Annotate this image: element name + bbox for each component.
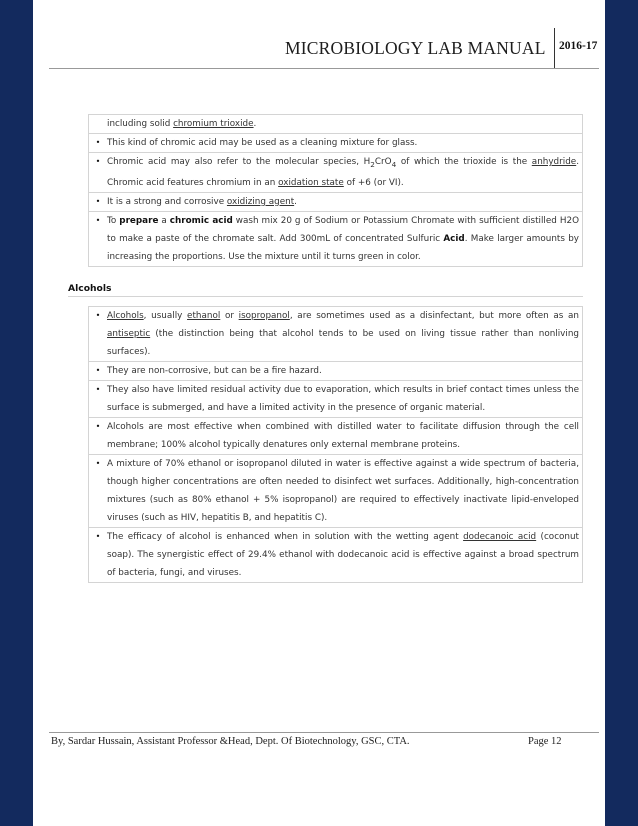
list-item	[89, 362, 582, 381]
chromic-acid-list	[88, 114, 583, 267]
list-item	[89, 193, 582, 212]
list-item-text	[107, 528, 582, 582]
bullet-icon: •	[95, 421, 101, 431]
list-item	[89, 418, 582, 455]
text-segment: including solid	[107, 119, 174, 129]
text-segment: The efficacy of alcohol is enhanced when in solution with the wetting agent	[107, 531, 464, 542]
bullet-icon: •	[95, 458, 101, 468]
list-item	[89, 528, 582, 583]
text-segment: of +6 (or VI).	[343, 177, 404, 188]
header-year: 2016-17	[559, 40, 598, 52]
list-item-text: This kind of chromic acid may be used as a cleaning mixture for glass.	[107, 138, 418, 148]
bullet-icon: •	[95, 531, 101, 541]
header-rule	[49, 68, 599, 69]
text-segment: wash mix 20 g of Sodium or Potassium Chromate with sufficient distilled H2O to make a paste of the chromate salt. Add 300mL of concentrated Sulfuric	[107, 215, 579, 244]
text-segment: or	[220, 310, 239, 321]
list-item	[89, 212, 582, 267]
text-segment: .	[294, 196, 297, 207]
bullet-icon: •	[95, 215, 101, 225]
bullet-icon: •	[95, 384, 101, 394]
list-item	[89, 381, 582, 418]
list-item	[89, 115, 582, 134]
page-number: Page 12	[528, 736, 562, 747]
bold-text: prepare	[119, 215, 159, 226]
text-segment: , are sometimes used as a disinfectant, but more often as an	[289, 310, 579, 321]
list-item-text: They also have limited residual activity due to evaporation, which results in brief contact times unless the surface is submerged, and have a limited activity in the presence of organic material.	[107, 384, 579, 413]
oxidation-state-link[interactable]: oxidation state	[278, 177, 344, 188]
text-segment: (the distinction being that alcohol tends to be used on living tissue rather than nonliving surfaces).	[107, 328, 579, 357]
text-segment: , usually	[143, 310, 188, 321]
list-item-text	[107, 115, 582, 133]
alcohols-link[interactable]: Alcohols	[107, 310, 144, 321]
bold-text: Acid	[443, 233, 465, 244]
section-heading: Alcohols	[68, 282, 583, 297]
subscript: 4	[391, 159, 397, 169]
chromium-trioxide-link[interactable]: chromium trioxide	[173, 119, 254, 129]
bullet-icon: •	[95, 365, 101, 375]
header-divider	[554, 28, 555, 68]
bullet-icon: •	[95, 310, 101, 320]
bullet-spacer	[89, 115, 107, 133]
dodecanoic-acid-link[interactable]: dodecanoic acid	[463, 531, 537, 542]
list-item	[89, 307, 582, 362]
antiseptic-link[interactable]: antiseptic	[107, 328, 151, 339]
text-segment: . Chromic acid features chromium in an	[107, 157, 579, 188]
text-segment: of which the trioxide is the	[396, 157, 532, 167]
list-item-text	[107, 153, 582, 192]
oxidizing-agent-link[interactable]: oxidizing agent	[226, 196, 295, 207]
page-content	[68, 114, 583, 583]
text-segment: Chromic acid may also refer to the molecular species, H	[107, 157, 371, 167]
bold-text: chromic acid	[169, 215, 233, 226]
list-item-text: Alcohols are most effective when combined with distilled water to facilitate diffusion through the cell membrane; 100% alcohol typically denatures only external membrane proteins.	[107, 421, 579, 450]
anhydride-link[interactable]: anhydride	[531, 157, 577, 167]
subscript: 2	[370, 159, 375, 169]
text-segment: To	[107, 215, 120, 226]
list-item-text: A mixture of 70% ethanol or isopropanol diluted in water is effective against a wide spectrum of bacteria, though higher concentrations are often needed to disinfect wet surfaces. Additionally, high-concentration mixtures (such as 80% ethanol + 5% isopropanol) are required to effectively inactivate lipid-enveloped viruses (such as HIV, hepatitis B, and hepatitis C).	[107, 458, 579, 523]
ethanol-link[interactable]: ethanol	[187, 310, 221, 321]
list-item	[89, 455, 582, 528]
footer-rule	[49, 732, 599, 733]
list-item	[89, 153, 582, 193]
bullet-icon: •	[95, 157, 101, 166]
bullet-icon: •	[95, 138, 101, 147]
bullet-icon: •	[95, 196, 101, 206]
text-segment: a	[158, 215, 170, 226]
text-segment: CrO	[374, 157, 392, 167]
list-item	[89, 134, 582, 153]
manual-page	[33, 0, 605, 826]
alcohols-list	[88, 306, 583, 583]
list-item-text: They are non-corrosive, but can be a fire hazard.	[107, 365, 322, 376]
isopropanol-link[interactable]: isopropanol	[238, 310, 290, 321]
text-segment: . Make larger amounts by increasing the proportions. Use the mixture until it turns green in color.	[107, 233, 579, 262]
footer-author: By, Sardar Hussain, Assistant Professor &Head, Dept. Of Biotechnology, GSC, CTA.	[51, 736, 410, 747]
text-segment: It is a strong and corrosive	[107, 196, 227, 207]
text-segment: (coconut soap). The synergistic effect of 29.4% ethanol with dodecanoic acid is effective against a broad spectrum of bacteria, fungi, and viruses.	[107, 531, 580, 578]
list-item-text	[107, 307, 582, 361]
list-item-text	[107, 212, 582, 266]
header-title: MICROBIOLOGY LAB MANUAL	[285, 38, 546, 58]
list-item-text	[107, 193, 582, 211]
text-segment: .	[253, 119, 257, 129]
